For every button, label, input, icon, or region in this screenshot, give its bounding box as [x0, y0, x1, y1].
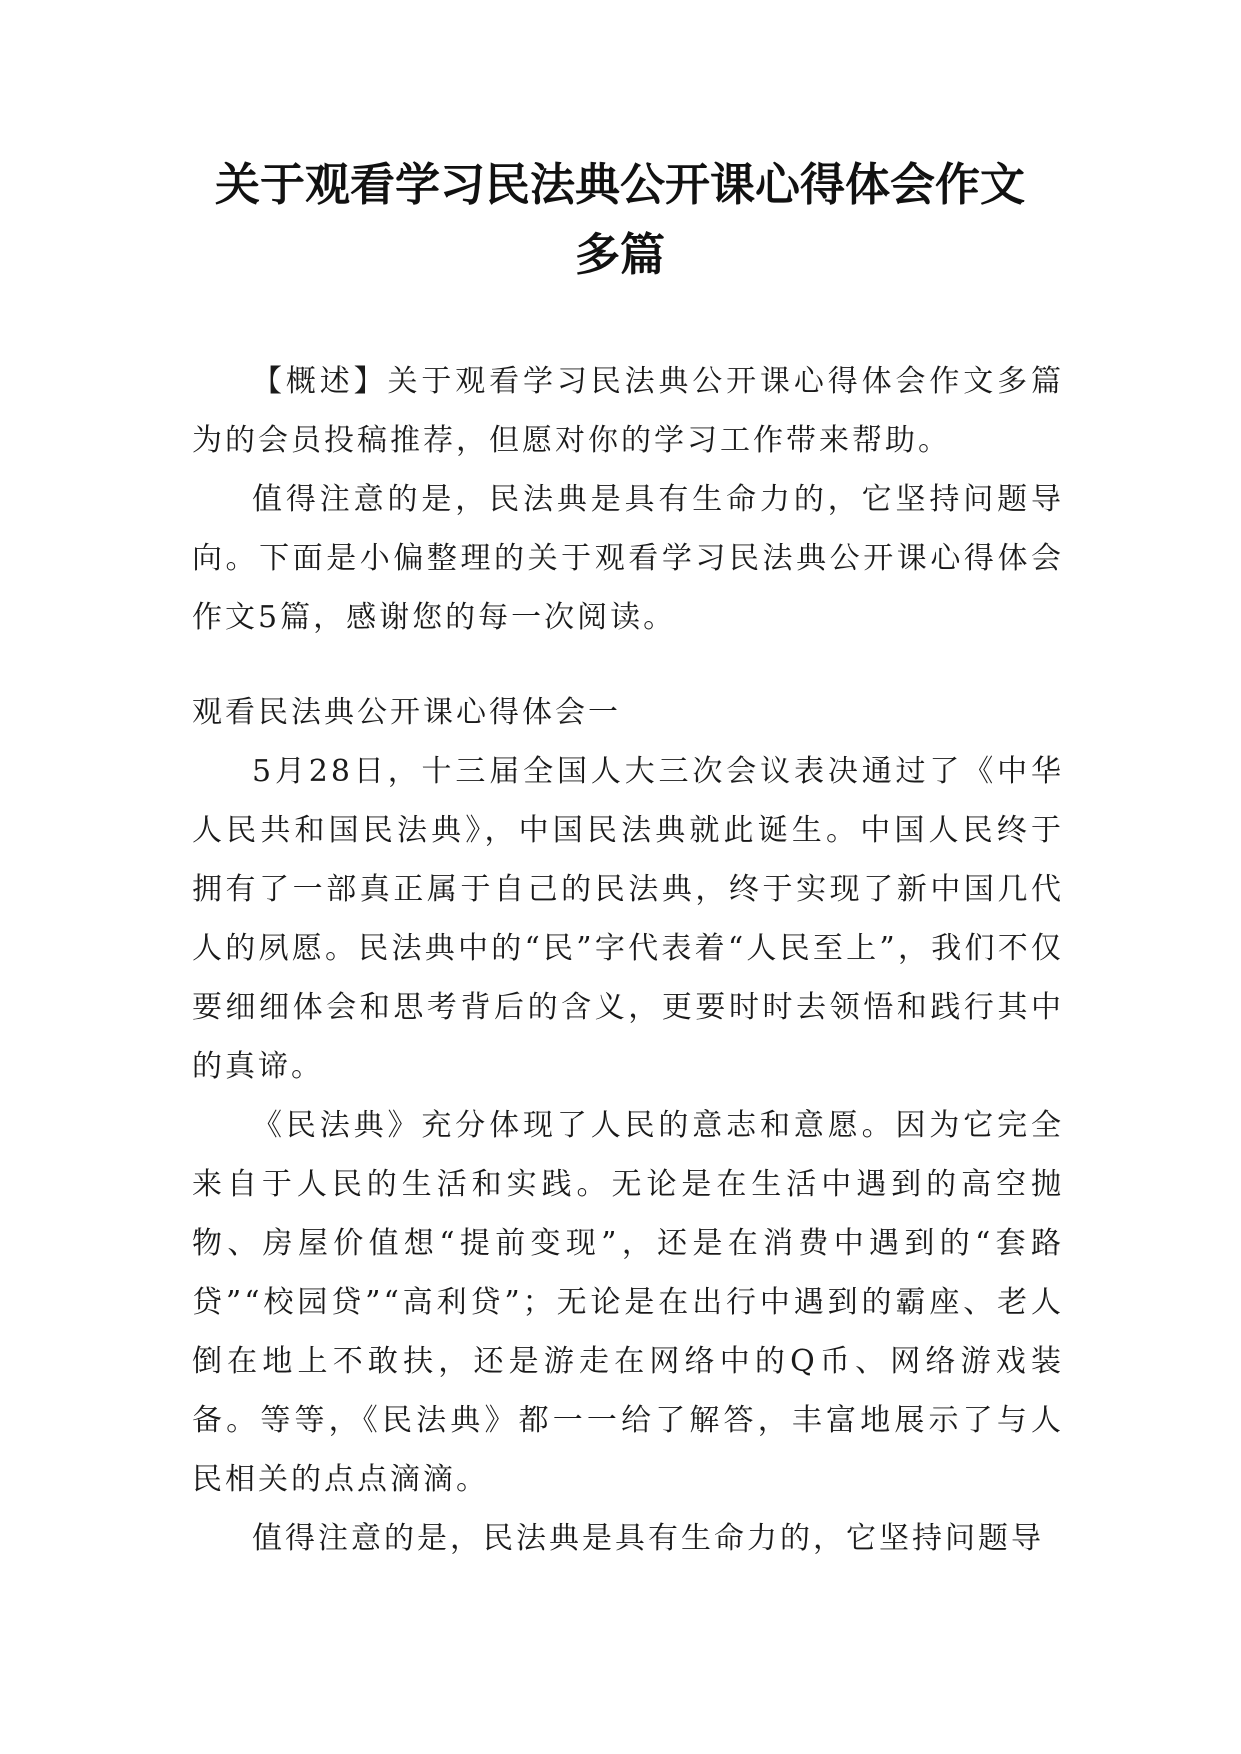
body-paragraph: 值得注意的是，民法典是具有生命力的，它坚持问题导 — [252, 1521, 1044, 1556]
document-title — [180, 150, 1060, 290]
section-heading: 观看民法典公开课心得体会一 — [192, 695, 621, 730]
title-line-2: 多篇 — [574, 228, 665, 281]
document-body — [192, 352, 1064, 1568]
intro-paragraph: 值得注意的是，民法典是具有生命力的，它坚持问题导向。下面是小偏整理的关于观看学习民法典公开课心得体会作文5篇，感谢您的每一次阅读。 — [192, 482, 1064, 635]
body-paragraph: 5月28日，十三届全国人大三次会议表决通过了《中华人民共和国民法典》，中国民法典就此诞生。中国人民终于拥有了一部真正属于自己的民法典，终于实现了新中国几代人的夙愿。民法典中的“民”字代表着“人民至上”，我们不仅要细细体会和思考背后的含义，更要时时去领悟和践行其中的真谛。 — [192, 754, 1064, 1084]
summary-paragraph: 【概述】关于观看学习民法典公开课心得体会作文多篇为的会员投稿推荐，但愿对你的学习工作带来帮助。 — [192, 364, 1064, 458]
title-line-1: 关于观看学习民法典公开课心得体会作文 — [214, 158, 1025, 211]
body-paragraph: 《民法典》充分体现了人民的意志和意愿。因为它完全来自于人民的生活和实践。无论是在生活中遇到的高空抛物、房屋价值想“提前变现”，还是在消费中遇到的“套路贷”“校园贷”“高利贷”；无论是在出行中遇到的霸座、老人倒在地上不敢扶，还是游走在网络中的Q币、网络游戏装备。等等，《民法典》都一一给了解答，丰富地展示了与人民相关的点点滴滴。 — [192, 1108, 1064, 1497]
